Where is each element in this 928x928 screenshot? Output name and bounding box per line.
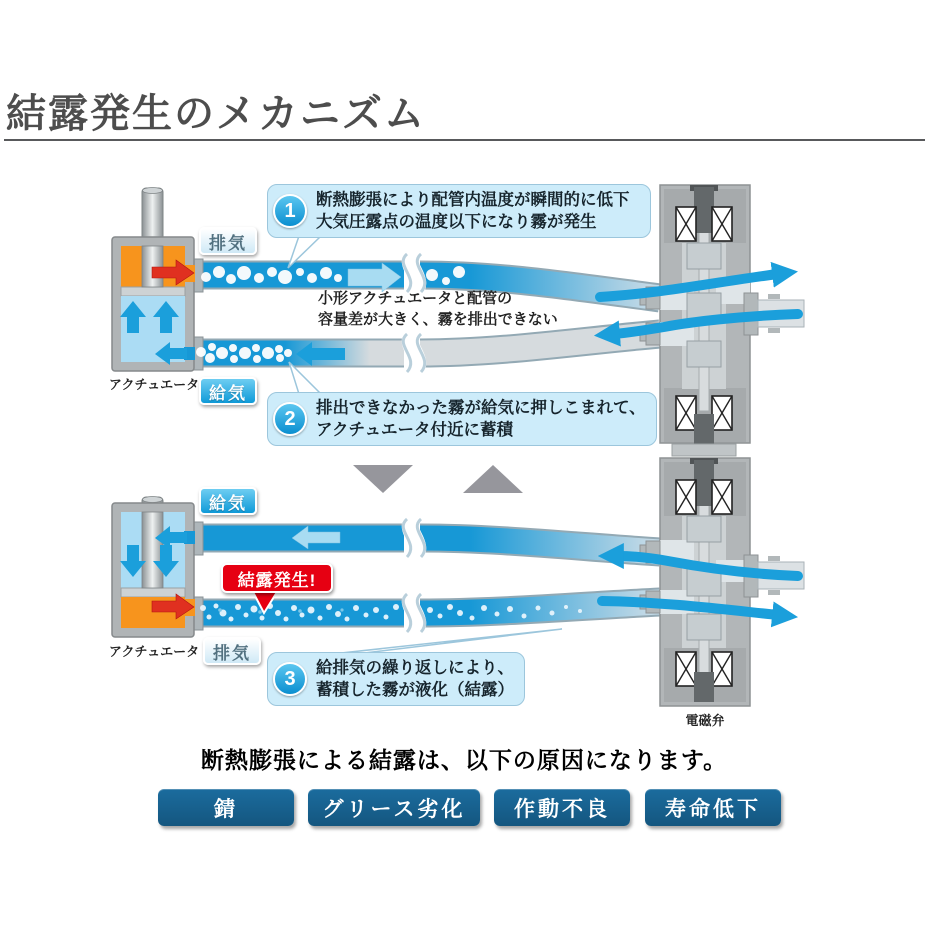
valve-label: 電磁弁 — [685, 713, 725, 728]
callout-3-number: 3 — [273, 662, 307, 696]
callout3-pointer — [332, 629, 562, 654]
summary-text: 断熱膨張による結露は、以下の原因になります。 — [200, 747, 728, 773]
actuator-label-bottom: アクチュエータ — [108, 644, 200, 659]
callout-1-text: 断熱膨張により配管内温度が瞬間的に低下 大気圧露点の温度以下になり霧が発生 — [316, 190, 630, 231]
exhaust-badge-bottom: 排気 — [203, 637, 261, 665]
title-underline — [4, 139, 925, 141]
actuator-label-top: アクチュエータ — [108, 377, 200, 392]
coil-icon — [676, 396, 696, 430]
supply-badge-bottom: 給気 — [199, 487, 257, 515]
cause-button-lifespan[interactable]: 寿命低下 — [645, 789, 781, 826]
cycle-down-triangle-icon — [353, 465, 413, 493]
supply-badge-top: 給気 — [199, 377, 257, 405]
condensation-alert-badge: 結露発生! — [221, 563, 333, 593]
coil-icon — [712, 480, 732, 514]
callout-2 — [267, 392, 657, 446]
coil-icon — [712, 207, 732, 241]
coil-icon — [676, 652, 696, 686]
page-title: 結露発生のメカニズム — [6, 92, 426, 136]
callout-2-number: 2 — [273, 402, 307, 436]
cycle-up-triangle-icon — [463, 465, 523, 493]
coil-icon — [712, 396, 732, 430]
callout-2-text: 排出できなかった霧が給気に押しこまれて、 アクチュエータ付近に蓄積 — [316, 398, 646, 439]
solenoid-valve-bottom — [640, 458, 804, 706]
supply-pipe-bottom — [193, 538, 660, 552]
cause-button-malfunction[interactable]: 作動不良 — [494, 789, 630, 826]
callout-1 — [267, 184, 651, 238]
exhaust-badge-top: 排気 — [199, 227, 257, 255]
coil-icon — [676, 207, 696, 241]
callout-3 — [267, 652, 525, 706]
cause-button-grease[interactable]: グリース劣化 — [308, 789, 480, 826]
actuator-bottom — [112, 497, 195, 638]
coil-icon — [676, 480, 696, 514]
callout-3-text: 給排気の繰り返しにより、 蓄積した霧が液化（結露） — [316, 658, 514, 699]
coil-icon — [712, 652, 732, 686]
cause-button-rust[interactable]: 錆 — [158, 789, 294, 826]
pipe-capacity-note: 小形アクチュエータと配管の 容量差が大きく、霧を排出できない — [318, 290, 558, 328]
actuator-top — [112, 188, 195, 372]
callout-1-number: 1 — [273, 194, 307, 228]
